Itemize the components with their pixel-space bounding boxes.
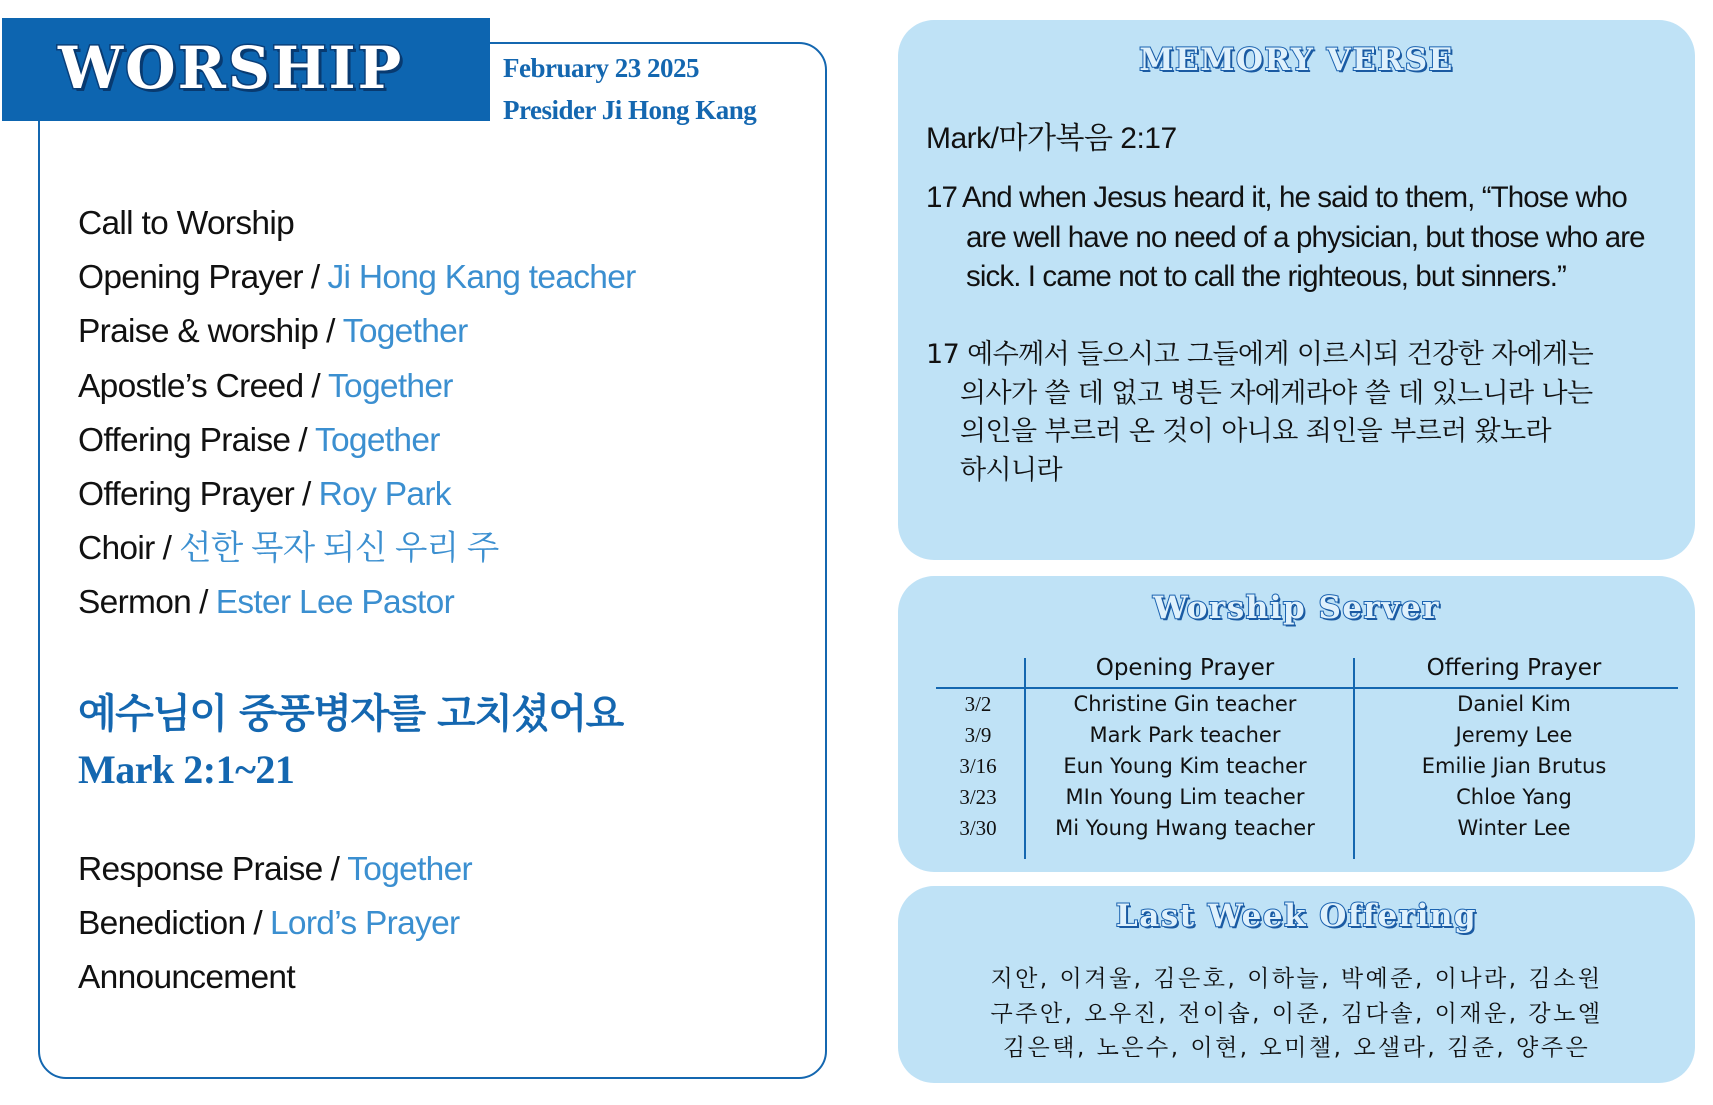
table-row [936,720,1678,751]
row-opening-prayer: MIn Young Lim teacher [1065,785,1305,809]
row-offering-prayer: Daniel Kim [1457,692,1571,716]
order-item [78,305,636,359]
verse-korean [926,336,1666,490]
offering-names [898,962,1695,1066]
separator: / [253,905,262,943]
memory-verse-title: MEMORY VERSE [1139,42,1454,78]
table-header [936,652,1678,689]
separator: / [330,851,340,888]
table-row [936,813,1678,844]
row-date: 3/9 [964,723,992,747]
offering-title: Last Week Offering [1115,898,1478,934]
verse-line: are well have no need of a physician, but those who are [966,220,1645,254]
presider: Presider Ji Hong Kang [503,95,757,125]
order-item-label: Praise & worship [78,313,319,351]
verse-reference: Mark/마가복음 2:17 [926,122,1177,155]
verse-number: 17 [926,181,958,214]
order-item-label: Offering Praise [78,421,291,459]
separator: / [199,584,208,622]
row-offering-prayer: Emilie Jian Brutus [1421,754,1607,778]
closing-order [78,843,472,1006]
column-header-opening-prayer: Opening Prayer [1095,655,1275,681]
separator: / [310,259,320,297]
table-divider [1353,658,1355,859]
order-item [78,197,636,251]
column-header-offering-prayer: Offering Prayer [1426,655,1602,681]
separator: / [298,421,307,459]
verse-line: 하시니라 [960,454,1062,486]
last-week-offering-panel [898,886,1695,1083]
verse-line: And when Jesus heard it, he said to them, “Those who [962,181,1627,214]
worship-server-panel [898,576,1695,872]
order-item-person: Together [314,421,440,459]
order-item-label: Opening Prayer [78,259,303,297]
worship-title: WORSHIP [58,34,404,102]
order-item-person: 선한 목자 되신 우리 주 [179,530,499,568]
table-row [936,751,1678,782]
order-item-label: Offering Prayer [78,475,295,513]
order-item [78,576,636,630]
order-item-label: Sermon [78,584,192,622]
separator: / [162,530,172,568]
separator: / [326,313,335,351]
table-row [936,782,1678,813]
order-item-label: Choir [78,530,155,568]
order-item-person: Lord’s Prayer [269,905,460,943]
order-item [78,414,636,468]
table-body [936,689,1678,844]
order-item-person: Roy Park [318,475,451,513]
verse-line: 의인을 부르러 온 것이 아니요 죄인을 부르러 왔노라 [960,416,1551,447]
order-item-person: Ji Hong Kang teacher [327,259,636,297]
separator: / [302,475,311,513]
verse-english [926,178,1696,297]
order-item-label: Benediction [78,905,246,943]
order-item-label: Call to Worship [78,205,295,242]
worship-server-title: Worship Server [1152,590,1441,626]
table-divider [1024,658,1026,859]
order-item-person: Ester Lee Pastor [215,584,455,622]
row-offering-prayer: Chloe Yang [1456,785,1572,809]
order-item-label: Announcement [78,959,295,997]
row-opening-prayer: Eun Young Kim teacher [1063,754,1307,778]
order-item [78,843,472,897]
offering-names-line: 김은택, 노은수, 이현, 오미챌, 오샐라, 김준, 양주은 [1002,1035,1591,1061]
row-opening-prayer: Christine Gin teacher [1073,692,1297,716]
order-item-label: Apostle’s Creed [78,367,304,405]
verse-line: 의사가 쓸 데 없고 병든 자에게라야 쓸 데 있느니라 나는 [960,377,1593,409]
order-item [78,951,472,1005]
verse-line: 17 예수께서 들으시고 그들에게 이르시되 건강한 자에게는 [926,339,1594,370]
sermon-scripture: Mark 2:1~21 [78,747,295,792]
order-item [78,360,636,414]
sermon-title: 예수님이 중풍병자를 고치셨어요 [78,691,623,737]
order-item-label: Response Praise [78,851,323,888]
row-date: 3/30 [959,816,997,840]
table-row [936,689,1678,720]
order-item [78,251,636,305]
row-date: 3/23 [959,785,997,809]
order-item [78,468,636,522]
row-offering-prayer: Jeremy Lee [1455,723,1573,747]
memory-verse-panel [898,20,1695,560]
row-date: 3/2 [964,692,992,716]
service-date: February 23 2025 [503,53,699,83]
offering-names-line: 구주안, 오우진, 전이솝, 이준, 김다솔, 이재운, 강노엘 [990,1000,1603,1027]
row-offering-prayer: Winter Lee [1457,816,1571,840]
separator: / [311,367,320,405]
order-item-person: Together [347,851,473,888]
verse-line: sick. I came not to call the righteous, but sinners.” [966,260,1566,293]
offering-names-line: 지안, 이겨울, 김은호, 이하늘, 박예준, 이나라, 김소원 [990,966,1603,992]
order-item-person: Together [327,367,453,405]
order-item [78,897,472,951]
order-of-service [78,197,636,631]
order-item-person: Together [342,313,468,351]
row-date: 3/16 [959,754,997,778]
row-opening-prayer: Mark Park teacher [1089,723,1281,747]
row-opening-prayer: Mi Young Hwang teacher [1055,816,1315,840]
server-table [936,652,1678,844]
order-item [78,522,636,576]
